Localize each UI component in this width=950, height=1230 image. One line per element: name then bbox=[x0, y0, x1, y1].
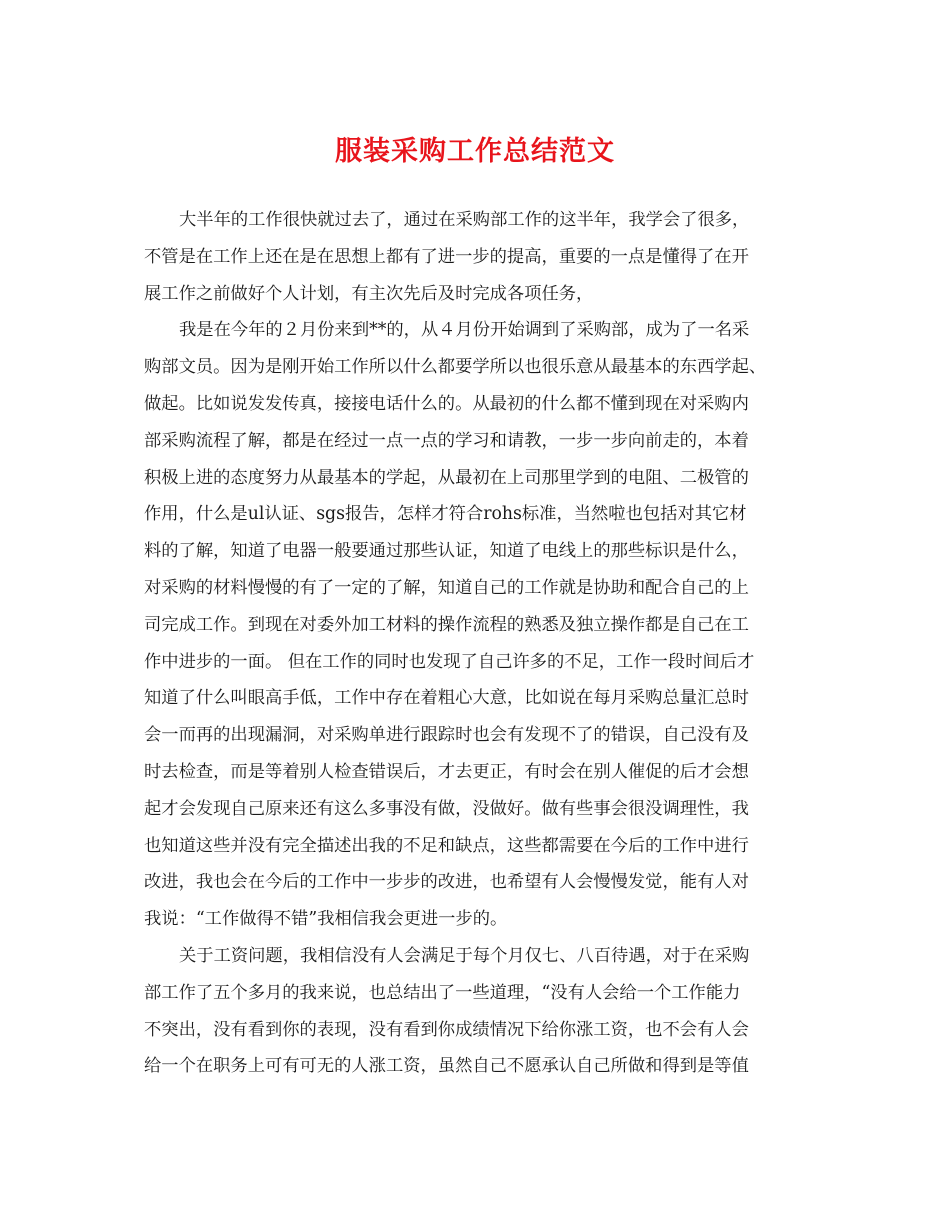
text-line: 对采购的材料慢慢的有了一定的了解，知道自己的工作就是协助和配合自己的上 bbox=[144, 577, 749, 598]
paragraph bbox=[144, 938, 806, 1085]
document-body bbox=[144, 202, 806, 1085]
text-line: 知道了什么叫眼高手低，工作中存在着粗心大意，比如说在每月采购总量汇总时 bbox=[144, 688, 749, 709]
text-line: 不突出，没有看到你的表现，没有看到你成绩情况下给你涨工资，也不会有人会 bbox=[144, 1019, 749, 1040]
text-line: 购部文员。因为是刚开始工作所以什么都要学所以也很乐意从最基本的东西学起、 bbox=[144, 357, 767, 378]
text-line: 我是在今年的２月份来到**的，从４月份开始调到了采购部，成为了一名采 bbox=[179, 320, 750, 341]
text-line: 不管是在工作上还在是在思想上都有了进一步的提高，重要的一点是懂得了在开 bbox=[144, 246, 749, 267]
text-line: 积极上进的态度努力从最基本的学起，从最初在上司那里学到的电阻、二极管的 bbox=[144, 467, 749, 488]
text-line: 部采购流程了解，都是在经过一点一点的学习和请教，一步一步向前走的，本着 bbox=[144, 430, 749, 451]
text-line: 展工作之前做好个人计划，有主次先后及时完成各项任务， bbox=[144, 283, 594, 304]
text-line: 给一个在职务上可有可无的人涨工资，虽然自己不愿承认自己所做和得到是等值 bbox=[144, 1056, 749, 1077]
text-line: 时去检查，而是等着别人检查错误后，才去更正，有时会在别人催促的后才会想 bbox=[144, 761, 749, 782]
text-line: 我说：“工作做得不错”我相信我会更进一步的。 bbox=[144, 909, 508, 930]
text-line: 作中进步的一面。 但在工作的同时也发现了自己许多的不足，工作一段时间后才 bbox=[144, 651, 755, 672]
text-line: 会一而再的出现漏洞，对采购单进行跟踪时也会有发现不了的错误，自己没有及 bbox=[144, 725, 749, 746]
text-line: 起才会发现自己原来还有这么多事没有做，没做好。做有些事会很没调理性，我 bbox=[144, 798, 749, 819]
paragraph bbox=[144, 312, 806, 938]
text-line: 作用，什么是ul认证、sgs报告，怎样才符合rohs标准，当然啦也包括对其它材 bbox=[144, 504, 747, 525]
text-line: 做起。比如说发发传真，接接电话什么的。从最初的什么都不懂到现在对采购内 bbox=[144, 393, 749, 414]
text-line: 大半年的工作很快就过去了，通过在采购部工作的这半年，我学会了很多， bbox=[179, 210, 750, 230]
text-line: 料的了解，知道了电器一般要通过那些认证，知道了电线上的那些标识是什么， bbox=[144, 541, 749, 562]
text-line: 部工作了五个多月的我来说，也总结出了一些道理，“没有人会给一个工作能力 bbox=[144, 982, 741, 1003]
text-line: 关于工资问题，我相信没有人会满足于每个月仅七、八百待遇，对于在采购 bbox=[179, 945, 750, 966]
text-line: 改进，我也会在今后的工作中一步步的改进，也希望有人会慢慢发觉，能有人对 bbox=[144, 872, 749, 893]
paragraph bbox=[144, 202, 806, 312]
text-line: 也知道这些并没有完全描述出我的不足和缺点，这些都需要在今后的工作中进行 bbox=[144, 835, 749, 856]
document-title: 服装采购工作总结范文 bbox=[335, 136, 615, 167]
text-line: 司完成工作。到现在对委外加工材料的操作流程的熟悉及独立操作都是自己在工 bbox=[144, 614, 749, 635]
